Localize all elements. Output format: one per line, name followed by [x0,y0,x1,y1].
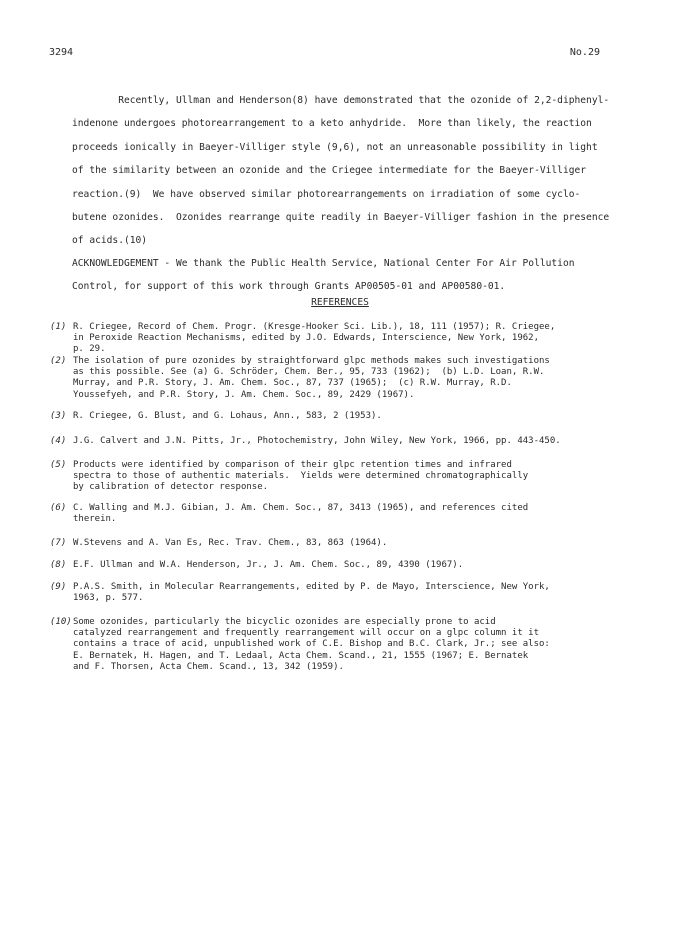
issue-number: No.29 [569,47,600,58]
reference-line: catalyzed rearrangement and frequently rearrangement will occur on a glpc column it it [73,628,539,639]
reference-line: and F. Thorsen, Acta Chem. Scand., 13, 342 (1959). [73,661,344,672]
reference-number: (5) [50,460,67,470]
reference-line: C. Walling and M.J. Gibian, J. Am. Chem. Soc., 87, 3413 (1965), and references cited [73,503,529,513]
reference-line: R. Criegee, G. Blust, and G. Lohaus, Ann., 583, 2 (1953). [73,411,382,421]
body-line: proceeds ionically in Baeyer-Villiger style (9,6), not an unreasonable possibility in light [72,141,598,153]
reference-line: Some ozonides, particularly the bicyclic ozonides are especially prone to acid [73,617,496,627]
reference-line: P.A.S. Smith, in Molecular Rearrangements, edited by P. de Mayo, Interscience, New York, [73,582,550,592]
reference-number: (6) [50,503,67,513]
reference-line: E. Bernatek, H. Hagen, and T. Ledaal, Acta Chem. Scand., 21, 1555 (1967; E. Bernatek [73,650,529,661]
reference-number: (3) [50,411,67,421]
reference-line: 1963, p. 577. [73,593,144,604]
ack-line: Control, for support of this work through Grants AP00505-01 and AP00580-01. [72,281,506,293]
reference-line: p. 29. [73,344,106,355]
reference-line: The isolation of pure ozonides by straightforward glpc methods makes such investigations [73,356,550,366]
body-line: of acids.(10) [72,235,148,247]
reference-line: Murray, and P.R. Story, J. Am. Chem. Soc., 87, 737 (1965); (c) R.W. Murray, R.D. [73,378,512,389]
reference-line: contains a trace of acid, unpublished work of C.E. Bishop and B.C. Clark, Jr.; see also: [73,639,550,650]
reference-number: (2) [50,356,67,366]
reference-line: R. Criegee, Record of Chem. Progr. (Kresge-Hooker Sci. Lib.), 18, 111 (1957); R. Criegee, [73,322,556,332]
ack-line: ACKNOWLEDGEMENT - We thank the Public Health Service, National Center For Air Pollution [72,258,575,269]
reference-number: (7) [50,538,67,548]
page-number: 3294 [49,47,74,58]
reference-line: J.G. Calvert and J.N. Pitts, Jr., Photochemistry, John Wiley, New York, 1966, pp. 443-450. [73,436,561,446]
body-line: butene ozonides. Ozonides rearrange quite readily in Baeyer-Villiger fashion in the presence [72,212,610,224]
reference-line: E.F. Ullman and W.A. Henderson, Jr., J. Am. Chem. Soc., 89, 4390 (1967). [73,560,464,570]
reference-number: (8) [50,560,67,570]
reference-line: Youssefyeh, and P.R. Story, J. Am. Chem. Soc., 89, 2429 (1967). [73,389,415,400]
reference-line: spectra to those of authentic materials. Yields were determined chromatographically [73,471,529,482]
reference-line: in Peroxide Reaction Mechanisms, edited by J.O. Edwards, Interscience, New York, 1962, [73,333,539,344]
reference-line: therein. [73,514,117,525]
body-line: Recently, Ullman and Henderson(8) have demonstrated that the ozonide of 2,2-diphenyl- [72,95,610,106]
reference-number: (10) [50,617,72,627]
body-line: reaction.(9) We have observed similar photorearrangements on irradiation of some cyclo- [72,188,581,200]
reference-number: (1) [50,322,67,332]
references-heading: REFERENCES [311,297,369,308]
acknowledgement [72,252,592,299]
reference-number: (4) [50,436,67,446]
reference-line: W.Stevens and A. Van Es, Rec. Trav. Chem., 83, 863 (1964). [73,538,388,548]
reference-number: (9) [50,582,67,592]
body-paragraph [72,89,610,253]
reference-line: as this possible. See (a) G. Schröder, Chem. Ber., 95, 733 (1962); (b) L.D. Loan, R.W. [73,367,545,378]
body-line: of the similarity between an ozonide and the Criegee intermediate for the Baeyer-Villiger [72,165,587,177]
reference-line: by calibration of detector response. [73,482,269,493]
reference-line: Products were identified by comparison of their glpc retention times and infrared [73,460,512,470]
body-line: indenone undergoes photorearrangement to a keto anhydride. More than likely, the reaction [72,118,592,130]
